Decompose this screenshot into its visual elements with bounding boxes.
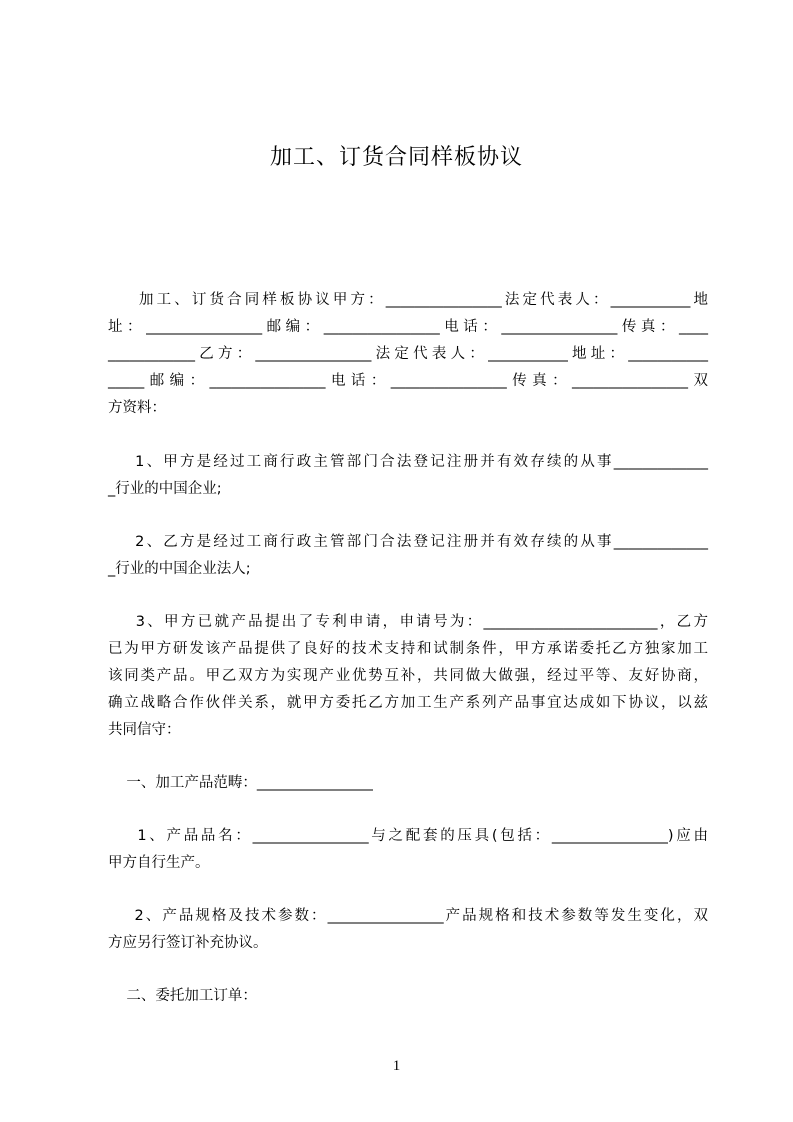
clause-line: 该同类产品。甲乙双方为实现产业优势互补，共同做大做强，经过平等、友好协商， bbox=[108, 668, 708, 684]
clause-line: 2、产品规格及技术参数：________________产品规格和技术参数等发生变化，双 bbox=[108, 908, 708, 924]
clause-line: 2、乙方是经过工商行政主管部门合法登记注册并有效存续的从事_____________ bbox=[108, 534, 708, 550]
paragraph-line: _____邮编：________________电话：________________传真：________________双 bbox=[108, 373, 708, 389]
paragraph-line: 方资料： bbox=[108, 400, 166, 416]
clause-line: 方应另行签订补充协议。 bbox=[108, 935, 268, 951]
clause-line: 1、甲方是经过工商行政主管部门合法登记注册并有效存续的从事_____________ bbox=[108, 454, 708, 470]
clause-line: 确立战略合作伙伴关系，就甲方委托乙方加工生产系列产品事宜达成如下协议，以兹 bbox=[108, 695, 708, 711]
clause-line: 共同信守： bbox=[108, 722, 181, 738]
clause-line: _行业的中国企业法人; bbox=[108, 561, 251, 577]
section-heading: 一、加工产品范畴：________________ bbox=[108, 775, 373, 791]
clause-line: 甲方自行生产。 bbox=[108, 855, 210, 871]
paragraph-line: 址：________________邮编：________________电话：________________传真：____ bbox=[108, 319, 708, 335]
paragraph-line: 加工、订货合同样板协议甲方：________________法定代表人：___________地 bbox=[108, 292, 708, 308]
clause-line: 已为甲方研发该产品提供了良好的技术支持和试制条件，甲方承诺委托乙方独家加工 bbox=[108, 641, 708, 657]
clause-line: _行业的中国企业; bbox=[108, 481, 222, 497]
page-number: 1 bbox=[392, 1058, 401, 1074]
section-heading: 二、委托加工订单： bbox=[108, 988, 257, 1004]
clause-line: 1、产品品名：________________与之配套的压具(包括：________________)应由 bbox=[108, 828, 708, 844]
document-title: 加工、订货合同样板协议 bbox=[269, 145, 523, 170]
paragraph-line: ____________乙方：________________法定代表人：___________地址：___________ bbox=[108, 346, 708, 362]
clause-line: 3、甲方已就产品提出了专利申请，申请号为：________________________，乙方 bbox=[108, 614, 708, 630]
